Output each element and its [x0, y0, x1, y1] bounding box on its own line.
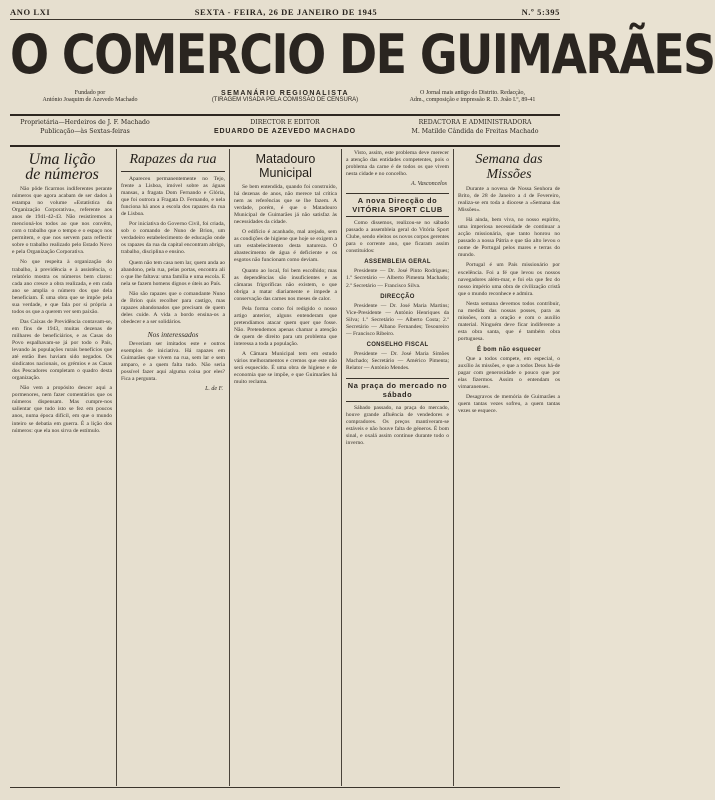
- staff-row: [10, 118, 560, 144]
- paragraph: Presidente — Dr. José Maria Martins; Vice-Presidente — António Henriques da Silva; 1.º Secretário — Alberto Costa; 2.º Secretário — Albano Fernandes; Tesoureiro — Francisco Ribeiro.: [346, 302, 449, 337]
- paragraph: Quem não tem casa nem lar, quem anda ao abandono, pela rua, pelas portas, encontra ali o que lhe faltava: uma família e uma escola. E nela se fazem homens dignos e úteis ao País.: [121, 259, 225, 287]
- column-divider: [116, 149, 117, 786]
- oldest-line-1: O Jornal mais antigo do Distrito. Redacção,: [420, 90, 525, 96]
- column-news: [346, 150, 449, 786]
- director-block: [185, 118, 385, 136]
- paragraph: Desagravos de memória de Guimarães a quem tantas vezes sofreu, a quem tantas vezes se esquece.: [458, 394, 560, 415]
- oldest-line-2: Adm., composição e impressão R. D. João I.º, 89-41: [409, 97, 536, 103]
- paragraph: Deveriam ser imitados este e outros exemplos de iniciativa. Há rapazes em Guimarães que vivem na rua, sem lar e sem amparo, e a quem falta tudo. Não seria possível fazer aqui alguma coisa por eles? Fica a pergunta.: [121, 340, 225, 383]
- paragraph: Durante a novena de Nossa Senhora de Brito, de 28 de Janeiro a 4 de Fevereiro, realiza-se em toda a diocese a «Semana das Missões».: [458, 186, 560, 214]
- paragraph: Apareceu permanentemente no Tejo, frente a Lisboa, imóvel sobre as águas mansas, a fragata Dom Fernando e Glória, que foi outrora a Fragata D. Fernando, e nela funciona há anos a escola dos rapazes da rua de Lisboa.: [121, 176, 225, 218]
- director-name: EDUARDO DE AZEVEDO MACHADO: [214, 128, 356, 135]
- column-divider: [453, 149, 454, 786]
- article-uma-licao: [12, 150, 112, 786]
- paragraph: Nesta semana devemos todos contribuir, na medida das nossas posses, para as missões, com a oração e com o auxílio material. Ninguém deve ficar indiferente a esta obra santa, que é também obra portuguesa.: [458, 300, 560, 342]
- article-matadouro: [234, 150, 337, 786]
- assembly-heading: ASSEMBLEIA GERAL: [364, 259, 431, 266]
- subheading: É bom não esquecer: [476, 346, 542, 353]
- divider: [10, 145, 560, 147]
- column-divider: [229, 149, 230, 786]
- paragraph: Não pôde ficarmos indiferentes perante números que agora acabam de ser dados à estampa no volume «Estatística da Organização Corporativa», referente aos anos de 1941-42-43. Não resistiremos a mencioná-los todos ao que nos convêm, com o trabalho que o tempo e o espaço nos permitem, e que nos servem para reflectir sobre o trabalho realizado pelo Estado Novo e pela Organização Corporativa.: [12, 186, 112, 256]
- redaction-name: M. Matilde Cândida de Freitas Machado: [411, 128, 539, 135]
- vitoria-heading: A nova Direcção do VITÓRIA SPORT CLUB: [346, 193, 449, 217]
- paragraph: Há ainda, bem viva, no nosso espírito, uma imperiosa necessidade de continuar a acção missionária, que tanto honrou no passado a nossa Pátria e que tão alto levou o nome de Portugal pelos mares e terras do mundo.: [458, 217, 560, 259]
- owner-label: Proprietária—Herdeiros de J. F. Machado: [20, 119, 150, 126]
- issue-number: N.º 5:395: [521, 7, 560, 17]
- subheading: Nos interessados: [147, 329, 199, 339]
- owner-block: [10, 118, 160, 136]
- article-semana-das-missoes: [458, 150, 560, 786]
- paragraph: Das Caixas de Previdência contavam-se, em fins de 1943, muitas dezenas de milhares de beneficiários, e as Casas do Povo espalhavam-se já por todo o País, levando às populações rurais benefícios que até então lhes haviam sido negados. Os sindicatos nacionais, os grémios e as Casas dos Pescadores completam o quadro desta organização.: [12, 318, 112, 382]
- direction-heading: DIRECÇÃO: [380, 293, 415, 300]
- semanario-block: [210, 90, 360, 104]
- divider: [121, 171, 225, 172]
- paragraph: O edifício é acanhado, mal arejado, sem as condições de higiene que hoje se exigem a um estabelecimento desta natureza. O abastecimento de água é deficiente e os esgotos não funcionam como deviam.: [234, 229, 337, 264]
- heading-line-2: de números: [25, 166, 99, 183]
- signature: L. de F.: [205, 386, 223, 393]
- article-heading: [234, 152, 337, 180]
- redaction-block: [390, 118, 560, 136]
- paragraph: Como dissemos, realizou-se no sábado passado a assembleia geral do Vitória Sport Clube, sendo eleitos os novos corpos gerentes para o corrente ano, que ficaram assim constituídos:: [346, 220, 449, 255]
- paragraph: Pela forma como foi redigido o nosso artigo anterior, alguns entenderam que pretendíamos atacar quem quer que fosse. Não. Pretendemos apenas chamar a atenção de quem de direito para um problema que interessa a toda a população.: [234, 305, 337, 347]
- divider: [10, 114, 560, 116]
- year-label: ANO LXI: [10, 7, 51, 17]
- paragraph: Quanto ao local, foi bem escolhido; mas as dependências são insuficientes e as câmaras frigoríficas não existem, o que obriga a matar diariamente e impede a conservação das carnes nos meses de calor.: [234, 267, 337, 302]
- director-label: DIRECTOR E EDITOR: [250, 119, 320, 126]
- masthead-subrow: [10, 90, 560, 110]
- oldest-block: [385, 90, 560, 104]
- article-heading: [458, 152, 560, 182]
- heading-line-1: Matadouro: [255, 152, 316, 166]
- paragraph: A Câmara Municipal tem em estudo vários melhoramentos e cremos que este não será esquecido. É uma obra de higiene e de economia que se impõe, e que Guimarães há muito reclama.: [234, 351, 337, 386]
- article-heading: [12, 152, 112, 182]
- article-rapazes-da-rua: [121, 150, 225, 786]
- paragraph: Se bem entendida, quando foi construído, há dezenas de anos, não merece tal crítica nem as referências que se lhe fazem. A verdade, porém, é que o Matadouro Municipal de Guimarães já não satisfaz às necessidades da cidade.: [234, 184, 337, 226]
- paragraph: Presidente — Dr. José Pinto Rodrigues; 1.º Secretário — Alberto Pimenta Machado; 2.º Secretário — Francisco Silva.: [346, 268, 449, 289]
- article-heading: Rapazes da rua: [129, 152, 217, 167]
- paragraph: Não são rapazes que o comandante Nuno de Brion quis recolher para castigo, mas rapazes abandonados que precisam de quem deles cuide. A vida a bordo ensina-os a obedecer e a ser solidários.: [121, 290, 225, 325]
- redaction-label: REDACTORA E ADMINISTRADORA: [418, 119, 532, 126]
- column-divider: [341, 149, 342, 786]
- signature: A. Vasconcelos: [411, 181, 447, 188]
- paragraph: No que respeita à organização do trabalho, à previdência e à assistência, o relatório mostra os números bem claros: cada ano cresce a obra realizada, e em cada ano se amplia o número dos que dela beneficiam. É uma obra que se impõe pela sua verdade, e que fala por si própria a todos os que a querem ver sem paixão.: [12, 259, 112, 315]
- paragraph: Presidente — Dr. José Maria Simões Machado; Secretário — Américo Pimenta; Relator — António Mendes.: [346, 350, 449, 371]
- heading-line-1: Semana das: [475, 152, 543, 167]
- heading-line-1: Uma lição: [28, 151, 96, 168]
- newspaper-title: O COMERCIO DE GUIMARÃES: [10, 22, 715, 86]
- founder-block: [10, 90, 170, 104]
- market-heading: Na praça do mercado no sábado: [346, 378, 449, 402]
- paragraph: Sábado passado, na praça do mercado, houve grande afluência de vendedores e compradores. Os preços mantiveram-se estáveis e não houve falta de géneros. É bom sinal, e oxalá assim continue durante todo o inverno.: [346, 404, 449, 447]
- heading-line-2: Municipal: [259, 166, 312, 180]
- heading-line-2: Missões: [486, 167, 532, 182]
- censorship-note: (TIRAGEM VISADA PELA COMISSÃO DE CENSURA): [211, 97, 359, 103]
- publication-label: Publicação—às Sextas-feiras: [40, 128, 130, 135]
- council-heading: CONSELHO FISCAL: [366, 341, 429, 348]
- founder-name: António Joaquim de Azevedo Machado: [42, 97, 138, 103]
- paragraph: Por iniciativa do Governo Civil, foi criada, sob o comando de Nuno de Brion, um verdadeiro estabelecimento de educação onde os rapazes da rua da capital encontram abrigo, trabalho, disciplina e ensino.: [121, 221, 226, 256]
- divider: [10, 787, 560, 788]
- paragraph: Visto, assim, este problema deve merecer a atenção das entidades competentes, pois o problema da carne é de todos os que vivem nesta cidade e no concelho.: [346, 150, 449, 178]
- paragraph: Não vem a propósito descer aqui a pormenores, nem fazer comentários que os números dispensam. Mas cumpre-nos salientar que tudo isto se fez em poucos anos, numa época difícil, em que o mundo inteiro se debatia em guerra. É a lição dos números: que ela nos sirva de estímulo.: [12, 385, 112, 434]
- date-label: SEXTA - FEIRA, 26 DE JANEIRO DE 1945: [194, 7, 378, 17]
- paragraph: Portugal é um País missionário por excelência. Foi a fé que levou os nossos navegadores além-mar, e foi ela que fez do nosso império uma obra de civilização cristã que o mundo reconhece e admira.: [458, 262, 560, 297]
- founded-label: Fundado por: [74, 90, 106, 96]
- paragraph: Que a todos compete, em especial, o auxílio às missões, e que a todos Deus há-de pagar com generosidade o pouco que por elas fizermos. Assim o entendam os vimaranenses.: [458, 355, 560, 391]
- semanario-label: SEMANÁRIO REGIONALISTA: [221, 90, 349, 97]
